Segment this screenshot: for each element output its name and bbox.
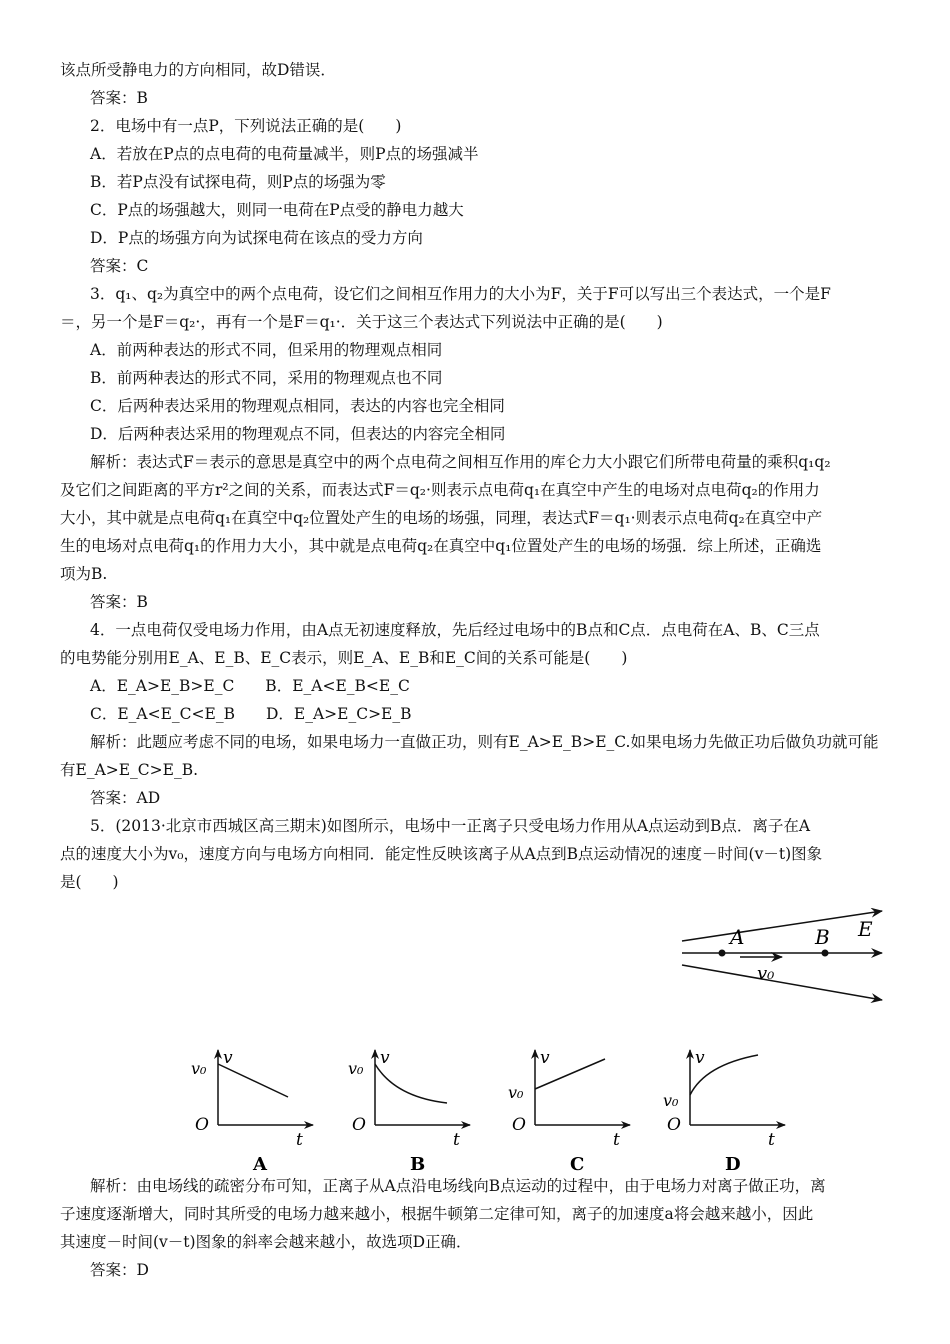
field-line-upper [682,911,882,941]
question-4-stem-cont: 的电势能分别用E_A、E_B、E_C表示，则E_A、E_B和E_C间的关系可能是( ) [60,649,628,667]
origin-label: O [352,1115,366,1135]
question-3-stem: 3．q₁、q₂为真空中的两个点电荷，设它们之间相互作用力的大小为F，关于F可以写出三个表达式，一个是F [90,285,831,303]
question-2-option-d: D．P点的场强方向为试探电荷在该点的受力方向 [90,229,423,247]
analysis-line: 及它们之间距离的平方r²之间的关系，而表达式F＝q₂·则表示点电荷q₁在真空中产生的电场对点电荷q₂的作用力 [60,481,820,499]
question-2-stem: 2．电场中有一点P，下列说法正确的是( ) [90,117,402,135]
question-3-option-b: B．前两种表达的形式不同，采用的物理观点也不同 [90,369,443,387]
t-axis-label: t [613,1130,620,1150]
point-a-dot [719,950,726,957]
analysis-line: 生的电场对点电荷q₁的作用力大小，其中就是点电荷q₂在真空中q₁位置处产生的电场的场强．综上所述，正确选 [60,537,822,555]
v-axis-label: v [380,1048,390,1068]
answer-line: 答案：AD [90,789,161,807]
question-3-option-d: D．后两种表达采用的物理观点不同，但表达的内容完全相同 [90,425,506,443]
question-5-stem-cont: 点的速度大小为v₀，速度方向与电场方向相同．能定性反映该离子从A点到B点运动情况的速度－时间(v－t)图象 [60,845,823,863]
analysis-line: 子速度逐渐增大，同时其所受的电场力越来越小，根据牛顿第二定律可知，离子的加速度a将会越来越小，因此 [60,1205,814,1223]
t-axis-label: t [453,1130,460,1150]
analysis-line: 有E_A>E_C>E_B. [60,761,199,779]
analysis-line: 大小，其中就是点电荷q₁在真空中q₂位置处产生的电场的场强，同理，表达式F＝q₁·则表示点电荷q₂在真空中产 [60,509,823,527]
point-b-label: B [815,925,830,949]
graph-option-label: D [725,1154,741,1175]
v0-label: v₀ [348,1059,364,1078]
question-5-stem: 5．(2013·北京市西城区高三期末)如图所示，电场中一正离子只受电场力作用从A点运动到B点．离子在A [90,817,811,835]
origin-label: O [512,1115,526,1135]
v0-label: v₀ [508,1083,524,1102]
question-2-option-c: C．P点的场强越大，则同一电荷在P点受的静电力越大 [90,201,464,219]
field-line-lower [682,965,882,1000]
v-axis-label: v [540,1048,550,1068]
question-5-stem-cont: 是( ) [60,873,119,891]
text-line: 该点所受静电力的方向相同，故D错误． [60,61,336,79]
v0-label: v₀ [663,1091,679,1110]
question-4-options-cd: C．E_A<E_C<E_B D．E_A>E_C>E_B [90,705,412,723]
question-2-option-b: B．若P点没有试探电荷，则P点的场强为零 [90,173,386,191]
analysis-line: 解析：由电场线的疏密分布可知，正离子从A点沿电场线向B点运动的过程中，由于电场力对离子做正功，离 [90,1177,826,1195]
v0-label: v₀ [191,1059,207,1078]
graph-c [508,1048,630,1175]
t-axis-label: t [296,1130,303,1150]
answer-line: 答案：C [90,257,149,275]
electric-field-figure [672,908,892,1038]
question-3-option-a: A．前两种表达的形式不同，但采用的物理观点相同 [90,341,443,359]
graph-option-label: C [570,1154,585,1175]
graph-b [348,1048,470,1175]
graph-a [191,1048,313,1175]
origin-label: O [667,1115,681,1135]
v-axis-label: v [223,1048,233,1068]
analysis-line: 解析：表达式F＝表示的意思是真空中的两个点电荷之间相互作用的库仑力大小跟它们所带电荷量的乘积q₁q₂ [90,453,831,471]
question-3-stem-cont: ＝，另一个是F＝q₂·，再有一个是F＝q₁·．关于这三个表达式下列说法中正确的是( ) [60,313,663,331]
answer-line: 答案：D [90,1261,149,1279]
graph-option-label: A [253,1154,267,1175]
analysis-line: 项为B. [60,565,108,583]
vt-curve [375,1064,447,1103]
question-4-options-ab: A．E_A>E_B>E_C B．E_A<E_B<E_C [90,677,410,695]
vt-curve [218,1064,288,1097]
analysis-line: 其速度－时间(v－t)图象的斜率会越来越小，故选项D正确． [60,1233,472,1251]
graph-d [663,1048,785,1175]
t-axis-label: t [768,1130,775,1150]
point-a-label: A [730,925,745,949]
question-2-option-a: A．若放在P点的点电荷的电荷量减半，则P点的场强减半 [90,145,479,163]
vt-graphs [180,1045,820,1180]
graph-option-label: B [410,1154,426,1175]
field-label: E [858,917,873,941]
answer-line: 答案：B [90,593,148,611]
answer-line: 答案：B [90,89,148,107]
question-3-option-c: C．后两种表达采用的物理观点相同，表达的内容也完全相同 [90,397,505,415]
v-axis-label: v [695,1048,705,1068]
analysis-line: 解析：此题应考虑不同的电场，如果电场力一直做正功，则有E_A>E_B>E_C.如果电场力先做正功后做负功就可能 [90,733,879,751]
velocity-label: v₀ [757,963,775,984]
question-4-stem: 4．一点电荷仅受电场力作用，由A点无初速度释放，先后经过电场中的B点和C点．点电荷在A、B、C三点 [90,621,820,639]
point-b-dot [822,950,829,957]
origin-label: O [195,1115,209,1135]
